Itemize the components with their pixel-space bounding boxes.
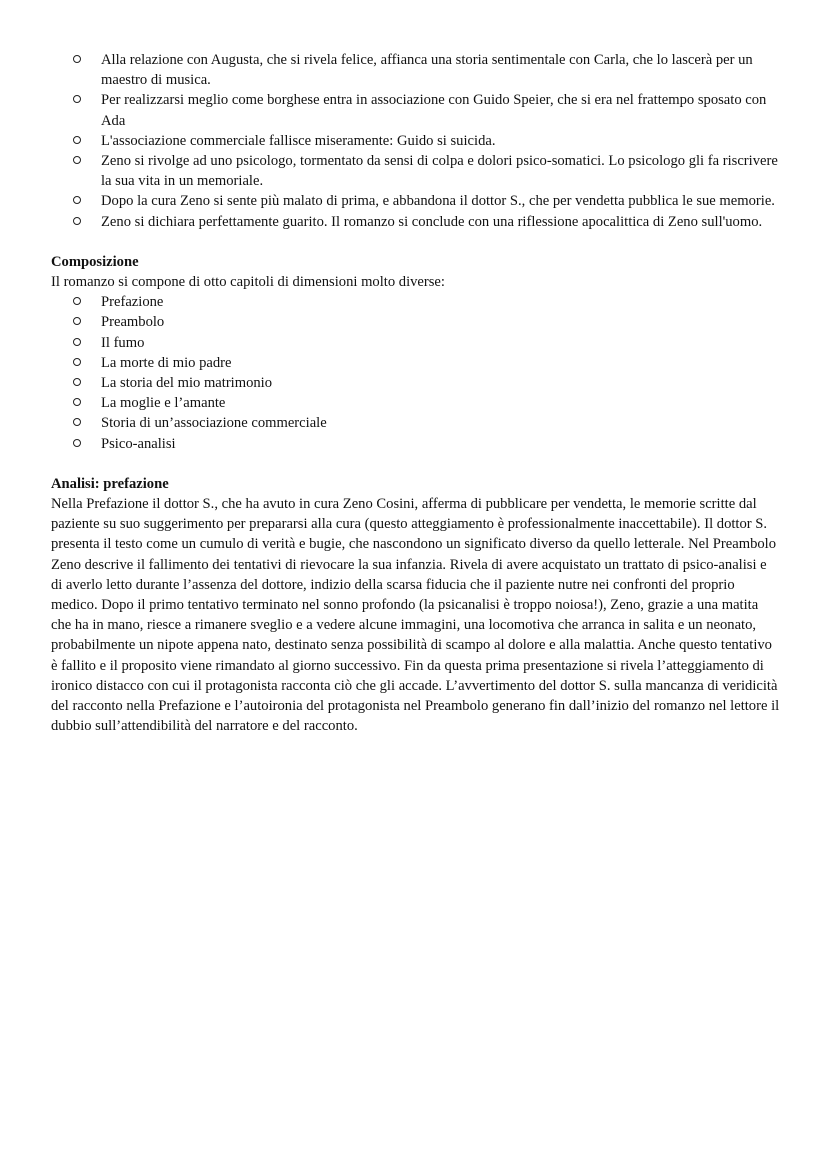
list-item <box>51 373 781 393</box>
list-item <box>51 191 781 211</box>
hollow-bullet-icon <box>73 95 81 103</box>
analisi-section <box>51 474 781 737</box>
hollow-bullet-icon <box>73 297 81 305</box>
hollow-bullet-icon <box>73 358 81 366</box>
list-item <box>51 90 781 130</box>
chapter-title: La morte di mio padre <box>101 354 232 371</box>
hollow-bullet-icon <box>73 439 81 447</box>
composizione-section <box>51 252 781 454</box>
chapter-title: Storia di un’associazione commerciale <box>101 415 327 432</box>
hollow-bullet-icon <box>73 217 81 225</box>
list-item-text: Dopo la cura Zeno si sente più malato di prima, e abbandona il dottor S., che per vendetta pubblica le sue memorie. <box>101 193 775 210</box>
hollow-bullet-icon <box>73 156 81 164</box>
hollow-bullet-icon <box>73 196 81 204</box>
chapter-title: Psico-analisi <box>101 435 176 452</box>
hollow-bullet-icon <box>73 136 81 144</box>
chapter-title: La moglie e l’amante <box>101 395 226 412</box>
list-item <box>51 312 781 332</box>
list-item-text: Per realizzarsi meglio come borghese entra in associazione con Guido Speier, che si era nel frattempo sposato con Ada <box>101 92 767 129</box>
section-heading-composizione: Composizione <box>51 253 139 270</box>
list-item <box>51 292 781 312</box>
list-item <box>51 353 781 373</box>
list-item <box>51 212 781 232</box>
list-item <box>51 393 781 413</box>
list-item <box>51 333 781 353</box>
list-item <box>51 151 781 191</box>
analisi-paragraph: Nella Prefazione il dottor S., che ha avuto in cura Zeno Cosini, afferma di pubblicare per vendetta, le memorie scritte dal paziente su suo suggerimento per prepararsi alla cura (questo atteggiamento è professionalmente inaccettabile). Il dottor S. presenta il testo come un cumulo di verità e bugie, che nascondono un significato diverso da quello letterale. Nel Preambolo Zeno descrive il fallimento dei tentativi di rievocare la sua infanzia. Rivela di avere acquistato un trattato di psico-analisi e di averlo letto durante l’assenza del dottore, indizio della scarsa fiducia che il paziente nutre nei confronti del proprio medico. Dopo il primo tentativo terminato nel sonno profondo (la psicanalisi è troppo noiosa!), Zeno, grazie a una matita che ha in mano, riesce a rimanere sveglio e a vedere alcune immagini, una locomotiva che arranca in salita e un neonato, probabilmente un nipote appena nato, destinato senza possibilità di scampo al dolore e alla malattia. Anche questo tentativo è fallito e il proposito viene rimandato al giorno successivo. Fin da questa prima presentazione si rivela l’atteggiamento di ironico distacco con cui il protagonista racconta ciò che gli accade. L’avvertimento del dottor S. sulla mancanza di veridicità del racconto nella Prefazione e l’autoironia del protagonista nel Preambolo generano fin dall’inizio del romanzo nel lettore il dubbio sull’attendibilità del narratore e del racconto. <box>51 496 780 735</box>
hollow-bullet-icon <box>73 317 81 325</box>
chapter-title: Preambolo <box>101 314 165 331</box>
section-heading-analisi: Analisi: prefazione <box>51 475 169 492</box>
list-item-text: Alla relazione con Augusta, che si rivela felice, affianca una storia sentimentale con Carla, che lo lascerà per un maestro di musica. <box>101 52 753 89</box>
list-item <box>51 434 781 454</box>
list-item <box>51 131 781 151</box>
chapters-list <box>51 292 781 454</box>
list-item <box>51 413 781 433</box>
plot-summary-list <box>51 50 781 232</box>
chapter-title: Il fumo <box>101 334 145 351</box>
chapter-title: Prefazione <box>101 294 164 311</box>
hollow-bullet-icon <box>73 378 81 386</box>
document-page <box>51 50 781 737</box>
hollow-bullet-icon <box>73 55 81 63</box>
list-item-text: L'associazione commerciale fallisce miseramente: Guido si suicida. <box>101 132 496 149</box>
list-item-text: Zeno si dichiara perfettamente guarito. Il romanzo si conclude con una riflessione apocalittica di Zeno sull'uomo. <box>101 213 763 230</box>
hollow-bullet-icon <box>73 338 81 346</box>
hollow-bullet-icon <box>73 398 81 406</box>
chapter-title: La storia del mio matrimonio <box>101 375 273 392</box>
list-item <box>51 50 781 90</box>
composizione-intro: Il romanzo si compone di otto capitoli di dimensioni molto diverse: <box>51 274 445 291</box>
list-item-text: Zeno si rivolge ad uno psicologo, tormentato da sensi di colpa e dolori psico-somatici. Lo psicologo gli fa riscrivere la sua vita in un memoriale. <box>101 153 778 190</box>
hollow-bullet-icon <box>73 418 81 426</box>
